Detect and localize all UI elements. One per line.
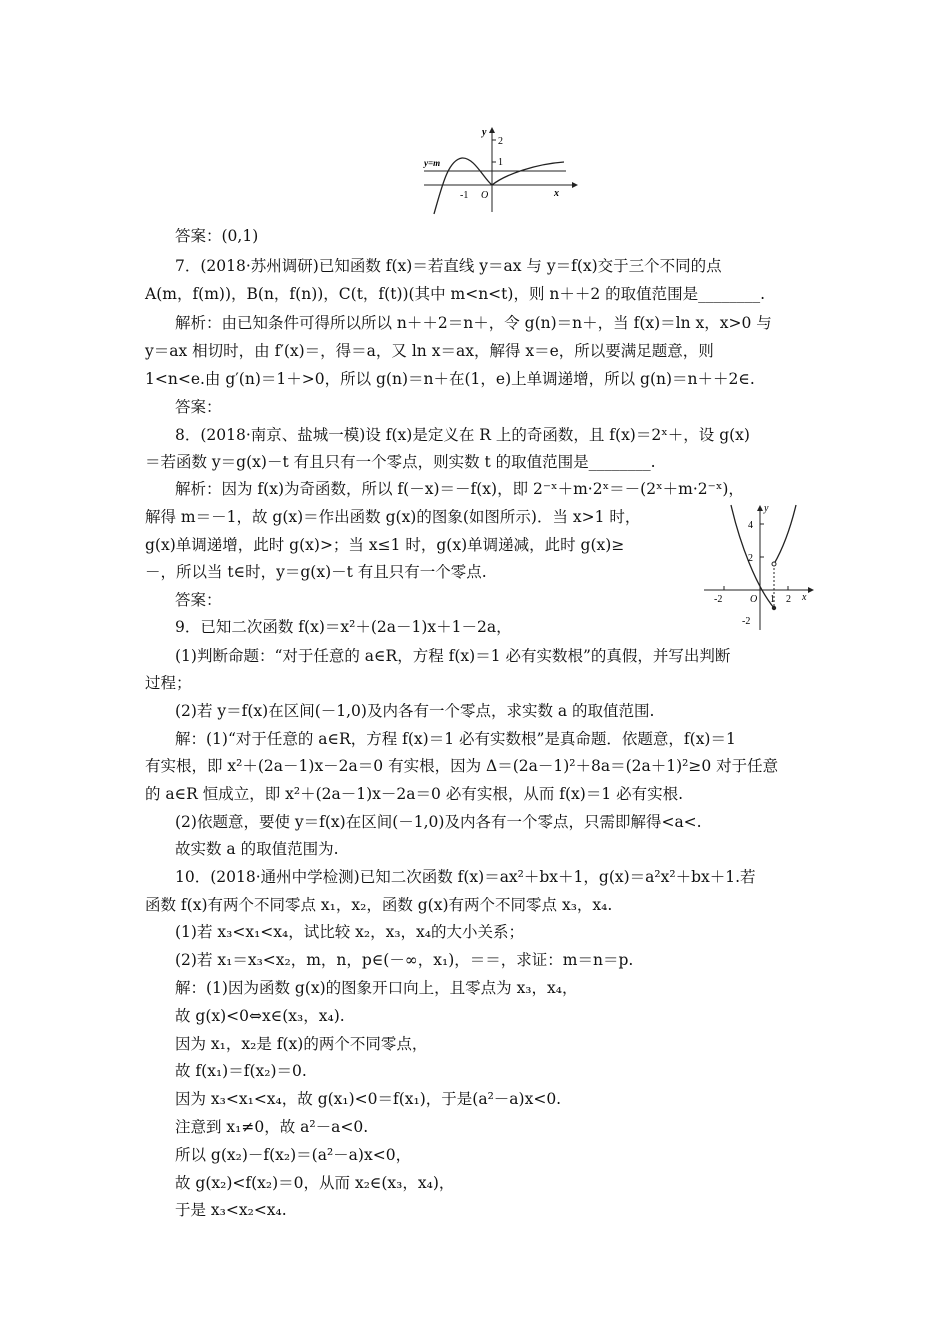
solution-8-line-4: －，所以当 t∈时，y＝g(x)－t 有且只有一个零点. — [145, 563, 487, 581]
solution-9-line-5: 故实数 a 的取值范围为. — [175, 840, 339, 858]
tick-2-label: 2 — [498, 136, 503, 147]
problem-10-line-2: 函数 f(x)有两个不同零点 x₁，x₂，函数 g(x)有两个不同零点 x₃，x₄. — [145, 896, 613, 914]
figure-2-graph — [698, 500, 816, 632]
problem-9-line-4: (2)若 y＝f(x)在区间(－1,0)及内各有一个零点，求实数 a 的取值范围. — [175, 702, 655, 720]
tick-1-label: 1 — [498, 157, 503, 168]
problem-10-line-3: (1)若 x₃<x₁<x₄，试比较 x₂，x₃，x₄的大小关系； — [175, 923, 525, 941]
problem-7-line-2: A(m，f(m))，B(n，f(n))，C(t，f(t))(其中 m<n<t)，则 n＋＋2 的取值范围是________. — [145, 285, 766, 303]
problem-10-line-4: (2)若 x₁＝x₃<x₂，m，n，p∈(－∞，x₁)，＝＝，求证：m＝n＝p. — [175, 951, 634, 969]
line-label-y-m: y=m — [424, 158, 441, 168]
problem-9-line-2: (1)判断命题：“对于任意的 a∈R，方程 f(x)＝1 必有实数根”的真假，并写出判断 — [175, 647, 731, 665]
problem-7-line-1: 7．(2018·苏州调研)已知函数 f(x)＝若直线 y＝ax 与 y＝f(x)交于三个不同的点 — [175, 257, 722, 275]
y-axis-label: y — [482, 127, 487, 138]
x-axis-arrow-icon — [808, 587, 814, 593]
answer-line: 答案：(0,1) — [175, 227, 259, 245]
tick-neg1-label: -1 — [460, 190, 469, 201]
solution-10-line-3: 因为 x₁，x₂是 f(x)的两个不同零点， — [175, 1035, 428, 1053]
closed-endpoint — [772, 606, 776, 610]
solution-10-line-8: 故 g(x₂)<f(x₂)＝0，从而 x₂∈(x₃，x₄)， — [175, 1174, 455, 1192]
solution-8-line-3: g(x)单调递增，此时 g(x)>；当 x≤1 时，g(x)单调递减，此时 g(x)≥ — [145, 536, 625, 554]
figure-1-graph — [418, 124, 578, 218]
y-axis-arrow-icon — [757, 505, 763, 511]
problem-8-line-1: 8．(2018·南京、盐城一模)设 f(x)是定义在 R 上的奇函数，且 f(x)＝2ˣ＋，设 g(x) — [175, 426, 750, 444]
problem-8-line-2: ＝若函数 y＝g(x)－t 有且只有一个零点，则实数 t 的取值范围是________. — [145, 453, 656, 471]
solution-10-line-7: 所以 g(x₂)－f(x₂)＝(a²－a)x<0， — [175, 1146, 412, 1164]
solution-10-line-6: 注意到 x₁≠0，故 a²－a<0. — [175, 1118, 369, 1136]
tick-1-x-label: 1 — [770, 594, 775, 605]
problem-10-line-1: 10．(2018·通州中学检测)已知二次函数 f(x)＝ax²＋bx＋1，g(x)＝a²x²＋bx＋1.若 — [175, 868, 756, 886]
answer-line: 答案： — [175, 591, 222, 609]
origin-label: O — [750, 594, 758, 605]
solution-9-line-3: 的 a∈R 恒成立，即 x²＋(2a－1)x－2a＝0 必有实根，从而 f(x)＝1 必有实根. — [145, 785, 684, 803]
tick-neg2-x-label: -2 — [714, 594, 723, 605]
y-axis-label: y — [764, 503, 769, 514]
solution-7-line-1: 解析：由已知条件可得所以所以 n＋＋2＝n＋，令 g(n)＝n＋，当 f(x)＝ln x，x>0 与 — [175, 314, 772, 332]
x-axis-arrow-icon — [572, 182, 578, 188]
solution-10-line-5: 因为 x₃<x₁<x₄，故 g(x₁)<0＝f(x₁)，于是(a²－a)x<0. — [175, 1090, 562, 1108]
x-axis-label: x — [802, 592, 807, 603]
solution-8-line-2: 解得 m＝－1，故 g(x)＝作出函数 g(x)的图象(如图所示)．当 x>1 时， — [145, 508, 641, 526]
x-axis-label: x — [554, 188, 559, 199]
origin-label: O — [481, 190, 489, 201]
curve-right-branch — [774, 505, 796, 564]
solution-10-line-9: 于是 x₃<x₂<x₄. — [175, 1201, 287, 1219]
tick-2-x-label: 2 — [786, 594, 791, 605]
solution-7-line-2: y＝ax 相切时，由 f′(x)＝，得＝a，又 ln x＝ax，解得 x＝e，所以要满足题意，则 — [145, 342, 714, 360]
solution-8-line-1: 解析：因为 f(x)为奇函数，所以 f(－x)＝－f(x)，即 2⁻ˣ＋m·2ˣ＝－(2ˣ＋m·2⁻ˣ)， — [175, 480, 744, 498]
solution-10-line-2: 故 g(x)<0⇔x∈(x₃，x₄). — [175, 1007, 345, 1025]
tick-neg2-y-label: -2 — [742, 616, 751, 627]
solution-9-line-2: 有实根，即 x²＋(2a－1)x－2a＝0 有实根，因为 Δ＝(2a－1)²＋8a＝(2a＋1)²≥0 对于任意 — [145, 757, 779, 775]
tick-2-y-label: 2 — [748, 553, 753, 564]
y-axis-arrow-icon — [489, 127, 495, 133]
problem-9-line-3: 过程； — [145, 674, 192, 692]
problem-9-line-1: 9．已知二次函数 f(x)＝x²＋(2a－1)x＋1－2a， — [175, 618, 512, 636]
open-endpoint — [772, 562, 776, 566]
tick-4-label: 4 — [748, 520, 753, 531]
solution-9-line-1: 解：(1)“对于任意的 a∈R，方程 f(x)＝1 必有实数根”是真命题．依题意，f(x)＝1 — [175, 730, 736, 748]
solution-9-line-4: (2)依题意，要使 y＝f(x)在区间(－1,0)及内各有一个零点，只需即解得<a<. — [175, 813, 702, 831]
answer-line: 答案： — [175, 398, 222, 416]
solution-7-line-3: 1<n<e.由 g′(n)＝1＋>0，所以 g(n)＝n＋在(1，e)上单调递增，所以 g(n)＝n＋＋2∈. — [145, 370, 755, 388]
solution-10-line-4: 故 f(x₁)＝f(x₂)＝0. — [175, 1062, 307, 1080]
solution-10-line-1: 解：(1)因为函数 g(x)的图象开口向上，且零点为 x₃，x₄， — [175, 979, 578, 997]
